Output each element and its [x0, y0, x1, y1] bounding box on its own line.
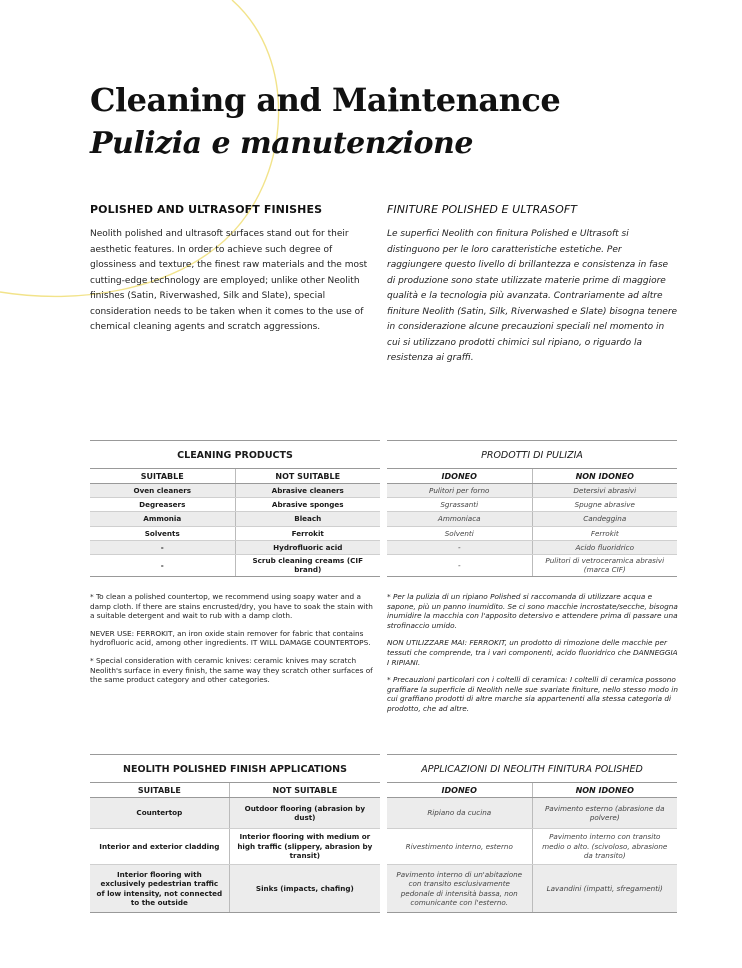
- cell-suitable: Sgrassanti: [387, 498, 532, 512]
- intro-body-en: Neolith polished and ultrasoft surfaces stand out for their aesthetic features. In order to achieve such degree of glossiness and texture, the finest raw materials and the most cutting-edge technology are employed; unlike other Neolith finishes (Satin, Riverwashed, Silk and Slate), special consideration needs to be taken when it comes to the use of chemical cleaning agents and scratch aggressions.: [90, 229, 368, 332]
- column-header-not-suitable: NON IDONEO: [532, 783, 677, 798]
- cell-not-suitable: Pavimento esterno (abrasione da polvere): [532, 798, 677, 829]
- cell-suitable: Ammoniaca: [387, 512, 532, 526]
- table-row: [90, 512, 380, 526]
- cell-not-suitable: Hydrofluoric acid: [235, 540, 380, 554]
- cell-not-suitable: Interior flooring with medium or high traffic (slippery, abrasion by transit): [229, 829, 380, 865]
- cell-suitable: -: [387, 554, 532, 576]
- column-header-not-suitable: NOT SUITABLE: [229, 783, 380, 798]
- cell-suitable: Solventi: [387, 526, 532, 540]
- cell-not-suitable: Bleach: [235, 512, 380, 526]
- table-row: [90, 554, 380, 576]
- table-row: [387, 498, 677, 512]
- table-row: [387, 865, 677, 913]
- cell-suitable: Ammonia: [90, 512, 235, 526]
- table-row: [387, 484, 677, 498]
- cell-not-suitable: Spugne abrasive: [532, 498, 677, 512]
- note-paragraph: * To clean a polished countertop, we recommend using soapy water and a damp cloth. If there are stains encrusted/dry, you have to soak the stain with a suitable detergent and wait to rub with a damp cloth.: [90, 592, 373, 621]
- page-subtitle: Pulizia e manutenzione: [90, 126, 473, 161]
- cell-not-suitable: Ferrokit: [532, 526, 677, 540]
- cell-suitable: Interior flooring with exclusively pedestrian traffic of low intensity, not connected to the outside: [90, 865, 229, 913]
- cell-suitable: -: [90, 554, 235, 576]
- note-paragraph: NON UTILIZZARE MAI: FERROKIT, un prodotto di rimozione delle macchie per tessuti che comprende, tra i vari componenti, acido fluoridrico che DANNEGGIA I RIPIANI.: [387, 638, 678, 667]
- cell-suitable: Pavimento interno di un'abitazione con transito esclusivamente pedonale di intensità bassa, non comunicante con l'esterno.: [387, 865, 532, 913]
- cell-not-suitable: Abrasive sponges: [235, 498, 380, 512]
- cell-not-suitable: Candeggina: [532, 512, 677, 526]
- notes-en: [90, 592, 375, 693]
- cell-suitable: Rivestimento interno, esterno: [387, 829, 532, 865]
- cell-suitable: Interior and exterior cladding: [90, 829, 229, 865]
- table-caption: PRODOTTI DI PULIZIA: [387, 441, 677, 469]
- column-header-not-suitable: NON IDONEO: [532, 469, 677, 484]
- cell-suitable: Solvents: [90, 526, 235, 540]
- page-title: Cleaning and Maintenance: [90, 81, 561, 119]
- table-row: [90, 484, 380, 498]
- intro-heading-en: POLISHED AND ULTRASOFT FINISHES: [90, 203, 323, 216]
- cell-not-suitable: Abrasive cleaners: [235, 484, 380, 498]
- table-caption: APPLICAZIONI DI NEOLITH FINITURA POLISHED: [387, 755, 677, 783]
- table-row: [90, 526, 380, 540]
- applications-table-it: [387, 754, 677, 913]
- table-row: [90, 798, 380, 829]
- cleaning-products-table-en: [90, 440, 380, 577]
- cell-not-suitable: Lavandini (impatti, sfregamenti): [532, 865, 677, 913]
- cell-suitable: Countertop: [90, 798, 229, 829]
- cell-not-suitable: Pulitori di vetroceramica abrasivi (marca CIF): [532, 554, 677, 576]
- cell-not-suitable: Detersivi abrasivi: [532, 484, 677, 498]
- cell-suitable: -: [90, 540, 235, 554]
- note-paragraph: * Per la pulizia di un ripiano Polished si raccomanda di utilizzare acqua e sapone, più un panno inumidito. Se ci sono macchie incrostate/secche, bisogna inumidire la macchia con l'apposito detersivo e attendere prima di passare una strofinaccio umido.: [387, 592, 678, 630]
- cell-not-suitable: Scrub cleaning creams (CIF brand): [235, 554, 380, 576]
- intro-heading-it: FINITURE POLISHED E ULTRASOFT: [387, 203, 578, 216]
- note-paragraph: NEVER USE: FERROKIT, an iron oxide stain remover for fabric that contains hydrofluoric acid, among other ingredients. IT WILL DAMAGE COUNTERTOPS.: [90, 628, 371, 648]
- cell-suitable: -: [387, 540, 532, 554]
- table-row: [387, 829, 677, 865]
- applications-table-en: [90, 754, 380, 913]
- table-row: [90, 498, 380, 512]
- note-paragraph: * Special consideration with ceramic knives: ceramic knives may scratch Neolith's surface in every finish, the same way they scratch other surfaces of the same product category and other categories.: [90, 655, 373, 685]
- column-header-suitable: IDONEO: [387, 469, 532, 484]
- cell-not-suitable: Pavimento interno con transito medio o alto. (scivoloso, abrasione da transito): [532, 829, 677, 865]
- cleaning-products-table-it: [387, 440, 677, 577]
- table-row: [90, 865, 380, 913]
- column-header-suitable: IDONEO: [387, 783, 532, 798]
- cell-not-suitable: Ferrokit: [235, 526, 380, 540]
- column-header-not-suitable: NOT SUITABLE: [235, 469, 380, 484]
- intro-body-it: Le superfici Neolith con finitura Polished e Ultrasoft si distinguono per le loro caratteristiche estetiche. Per raggiungere questo livello di brillantezza e consistenza in fase di produzione sono state utilizzate materie prime di maggiore qualità e la tecnologia più avanzata. Contrariamente ad altre finiture Neolith (Satin, Silk, Riverwashed e Slate) bisogna tenere in considerazione alcune precauzioni speciali nel momento in cui si utilizzano prodotti chimici sul ripiano, o riguardo la resistenza ai graffi.: [387, 229, 678, 363]
- table-row: [90, 829, 380, 865]
- table-row: [387, 554, 677, 576]
- notes-it: [387, 592, 679, 722]
- cell-not-suitable: Outdoor flooring (abrasion by dust): [229, 798, 380, 829]
- cell-not-suitable: Acido fluoridrico: [532, 540, 677, 554]
- column-header-suitable: SUITABLE: [90, 783, 229, 798]
- cell-suitable: Ripiano da cucina: [387, 798, 532, 829]
- table-caption: NEOLITH POLISHED FINISH APPLICATIONS: [90, 755, 380, 783]
- table-row: [90, 540, 380, 554]
- cell-suitable: Oven cleaners: [90, 484, 235, 498]
- cell-not-suitable: Sinks (impacts, chafing): [229, 865, 380, 913]
- note-paragraph: * Precauzioni particolari con i coltelli di ceramica: I coltelli di ceramica possono graffiare la superficie di Neolith nelle sue svariate finiture, nello stesso modo in cui graffiano prodotti di altre marche sia appartenenti alla stessa categoria di prodotto, che ad altre.: [387, 675, 678, 713]
- table-caption: CLEANING PRODUCTS: [90, 441, 380, 469]
- cell-suitable: Pulitori per forno: [387, 484, 532, 498]
- column-header-suitable: SUITABLE: [90, 469, 235, 484]
- table-row: [387, 526, 677, 540]
- table-row: [387, 512, 677, 526]
- table-row: [387, 798, 677, 829]
- table-row: [387, 540, 677, 554]
- cell-suitable: Degreasers: [90, 498, 235, 512]
